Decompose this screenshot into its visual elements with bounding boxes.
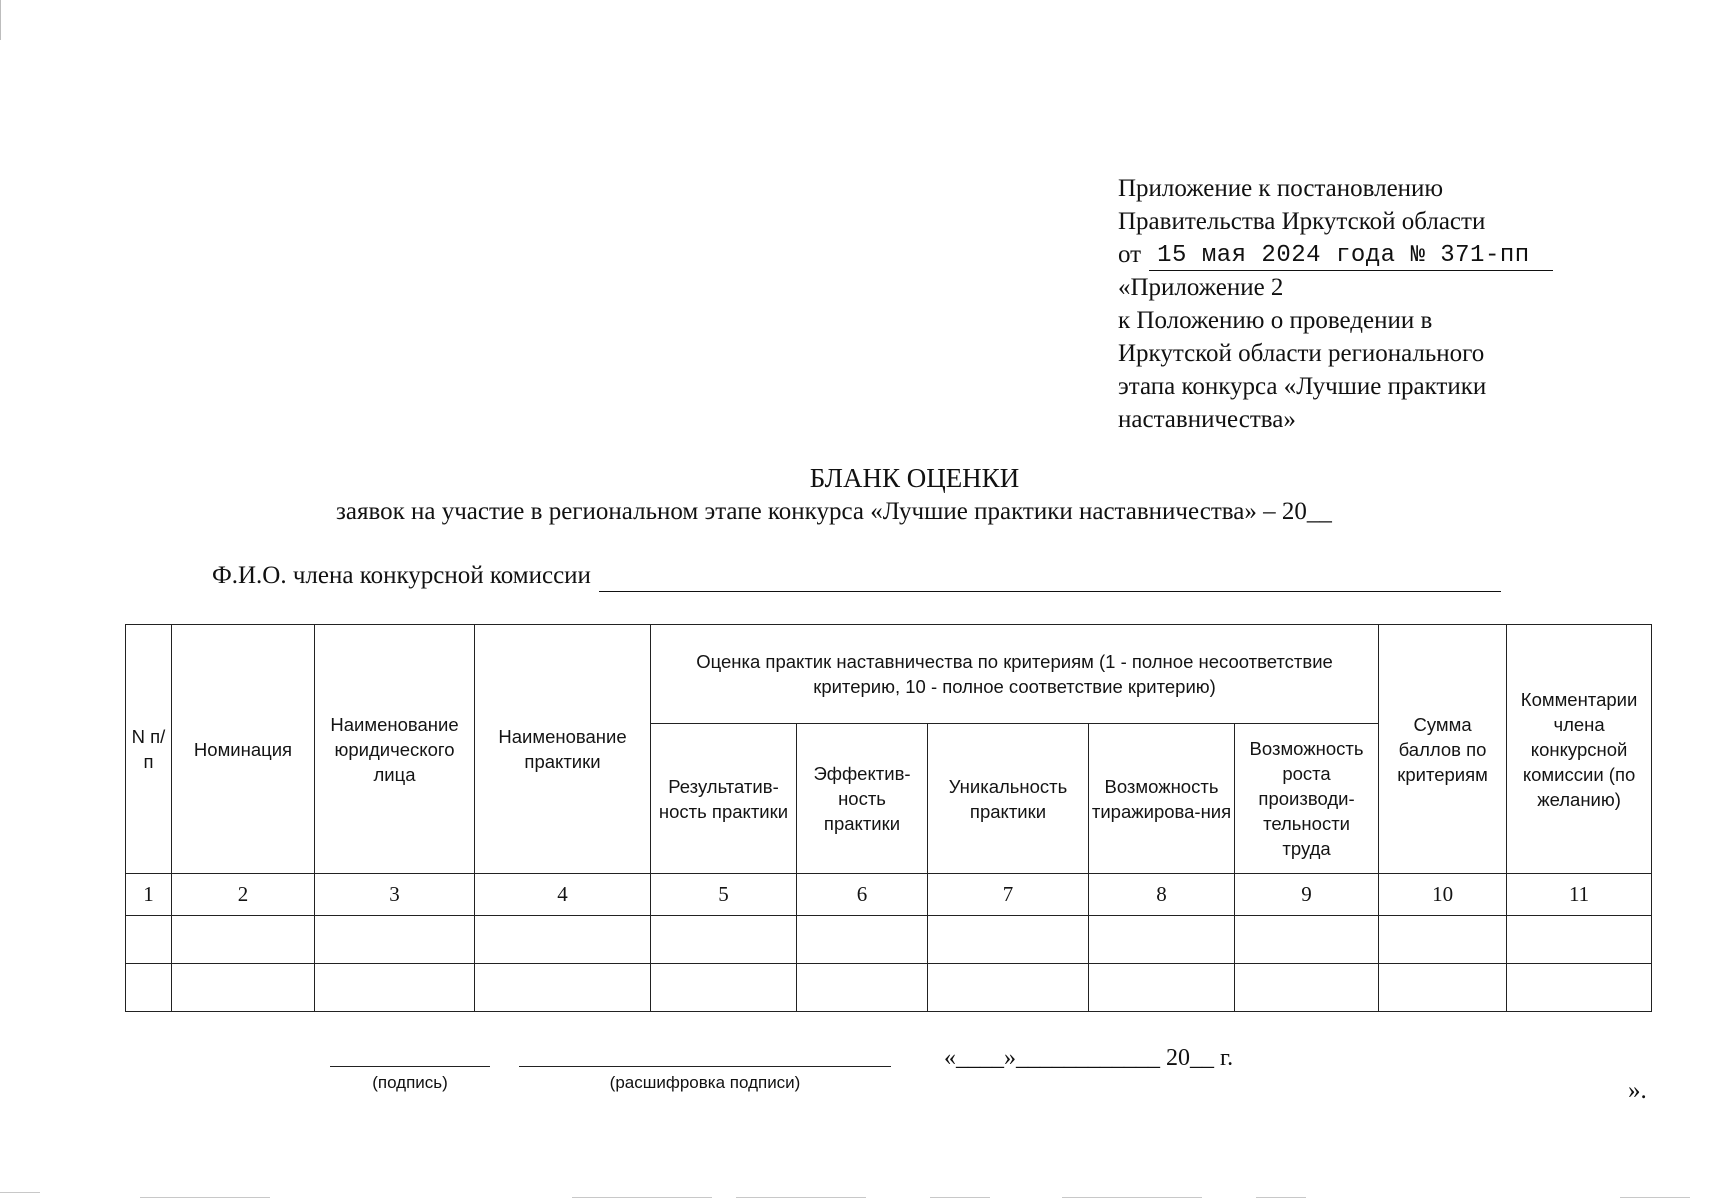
- closing-mark: ».: [1628, 1077, 1647, 1104]
- table-cell: [126, 916, 172, 964]
- column-number: 2: [172, 874, 315, 916]
- column-number-row: [126, 874, 1652, 916]
- annex-date-line: [1118, 238, 1578, 271]
- scan-artifact: [572, 1197, 712, 1198]
- form-title: БЛАНК ОЦЕНКИ: [809, 463, 1020, 493]
- annex-line: Иркутской области регионального: [1118, 340, 1485, 367]
- annex-line: Правительства Иркутской области: [1118, 208, 1486, 235]
- header-number: N п/п: [126, 625, 172, 874]
- table-cell: [1235, 964, 1379, 1012]
- scan-artifact: [0, 0, 3, 40]
- table-cell: [1089, 964, 1235, 1012]
- table-cell: [651, 916, 797, 964]
- header-nomination: Номинация: [172, 625, 315, 874]
- scan-artifact: [1062, 1197, 1202, 1198]
- table-cell: [928, 964, 1089, 1012]
- table-cell: [797, 916, 928, 964]
- header-criterion-productivity: Возможность роста производи-тельности труда: [1235, 724, 1379, 874]
- signature-line: [330, 1066, 490, 1067]
- column-number: 8: [1089, 874, 1235, 916]
- decoding-line: [519, 1066, 891, 1067]
- column-number: 6: [797, 874, 928, 916]
- table-cell: [651, 964, 797, 1012]
- table-cell: [1507, 964, 1652, 1012]
- table-cell: [172, 964, 315, 1012]
- column-number: 5: [651, 874, 797, 916]
- scan-artifact: [0, 1192, 40, 1193]
- annex-date-value: 15 мая 2024 года № 371-пп: [1149, 242, 1553, 271]
- column-number: 1: [126, 874, 172, 916]
- table-cell: [1089, 916, 1235, 964]
- fio-label: Ф.И.О. члена конкурсной комиссии: [212, 562, 591, 589]
- annex-line: Приложение к постановлению: [1118, 175, 1444, 202]
- header-comments: Комментарии члена конкурсной комиссии (по желанию): [1507, 625, 1652, 874]
- signature-date: «____»____________ 20__ г.: [944, 1045, 1234, 1071]
- table-row: [126, 916, 1652, 964]
- annex-header: [1118, 172, 1578, 436]
- table-cell: [315, 916, 475, 964]
- annex-date-prefix: от: [1118, 241, 1142, 268]
- header-criterion-uniqueness: Уникальность практики: [928, 724, 1089, 874]
- table-cell: [475, 916, 651, 964]
- table-cell: [172, 916, 315, 964]
- scan-artifact: [930, 1197, 990, 1198]
- scan-artifact: [736, 1197, 866, 1198]
- signature-caption: (подпись): [372, 1073, 448, 1092]
- table-cell: [1235, 916, 1379, 964]
- header-score-sum: Сумма баллов по критериям: [1379, 625, 1507, 874]
- decoding-caption: (расшифровка подписи): [609, 1073, 801, 1092]
- table-cell: [315, 964, 475, 1012]
- annex-line: к Положению о проведении в: [1118, 307, 1433, 334]
- table-cell: [797, 964, 928, 1012]
- column-number: 4: [475, 874, 651, 916]
- annex-line: наставничества»: [1118, 406, 1296, 433]
- header-legal-entity: Наименование юридического лица: [315, 625, 475, 874]
- scan-artifact: [1620, 1197, 1690, 1198]
- evaluation-table: [125, 624, 1652, 1012]
- table-cell: [1379, 964, 1507, 1012]
- scan-artifact: [1256, 1197, 1306, 1198]
- signature-decoding-block: [519, 1066, 891, 1093]
- commission-member-field: [212, 560, 1501, 592]
- table-cell: [126, 964, 172, 1012]
- table-cell: [1379, 916, 1507, 964]
- header-criterion-replicability: Возможность тиражирова-ния: [1089, 724, 1235, 874]
- header-practice-name: Наименование практики: [475, 625, 651, 874]
- fio-fill-line: [599, 565, 1501, 592]
- signature-block: [330, 1066, 490, 1093]
- column-number: 11: [1507, 874, 1652, 916]
- table-cell: [475, 964, 651, 1012]
- column-number: 10: [1379, 874, 1507, 916]
- table-cell: [1507, 916, 1652, 964]
- annex-line: этапа конкурса «Лучшие практики: [1118, 373, 1487, 400]
- column-number: 9: [1235, 874, 1379, 916]
- form-subtitle: заявок на участие в региональном этапе конкурса «Лучшие практики наставничества» – 20__: [336, 498, 1332, 525]
- header-criterion-effectiveness-result: Результатив-ность практики: [651, 724, 797, 874]
- header-criterion-efficiency: Эффектив-ность практики: [797, 724, 928, 874]
- column-number: 7: [928, 874, 1089, 916]
- scan-artifact: [140, 1197, 270, 1198]
- table-cell: [928, 916, 1089, 964]
- header-criteria-group: Оценка практик наставничества по критериям (1 - полное несоответствие критерию, 10 - полное соответствие критерию): [651, 625, 1379, 724]
- table-row: [126, 964, 1652, 1012]
- column-number: 3: [315, 874, 475, 916]
- annex-line: «Приложение 2: [1118, 274, 1284, 301]
